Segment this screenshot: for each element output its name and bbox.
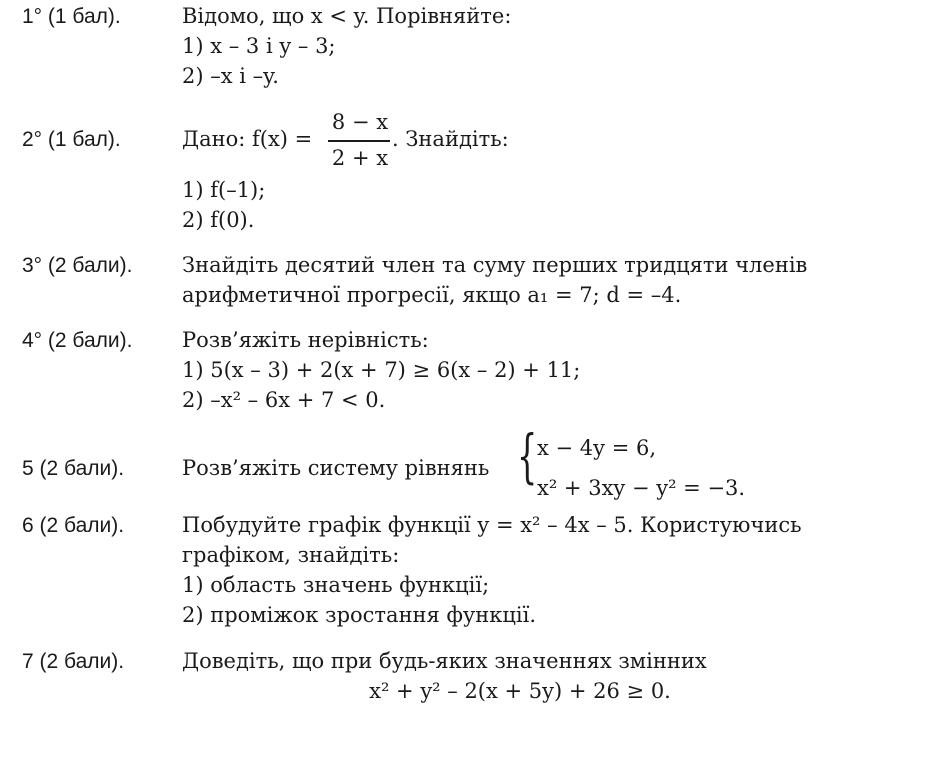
task-text: 2) –x і –y. (182, 64, 279, 88)
fraction-numerator: 8 − x (331, 110, 389, 134)
task-label: 4° (2 бали). (22, 329, 133, 352)
task-text: 2) –x² – 6x + 7 < 0. (182, 388, 386, 412)
fraction-denominator: 2 + x (331, 146, 389, 170)
task-text: арифметичної прогресії, якщо a₁ = 7; d = –4. (182, 283, 682, 307)
task-text: . Знайдіть: (392, 127, 509, 151)
task-text: Відомо, що x < y. Порівняйте: (182, 4, 512, 28)
task-text: 1) 5(x – 3) + 2(x + 7) ≥ 6(x – 2) + 11; (182, 358, 581, 382)
task-label: 5 (2 бали). (22, 457, 125, 480)
task-text: графіком, знайдіть: (182, 543, 400, 567)
task-text: 2) проміжок зростання функції. (182, 603, 537, 627)
task-text: 1) f(–1); (182, 178, 266, 202)
task-label: 7 (2 бали). (22, 650, 125, 673)
fraction-bar (328, 140, 390, 142)
task-formula: x² + y² – 2(x + 5y) + 26 ≥ 0. (369, 679, 671, 703)
task-text: Розв’яжіть систему рівнянь (182, 456, 490, 480)
system-equation: x − 4y = 6, (537, 436, 656, 460)
task-label: 2° (1 бал). (22, 128, 121, 151)
task-text: 1) x – 3 і y – 3; (182, 34, 336, 58)
system-equation: x² + 3xy − y² = −3. (537, 476, 746, 500)
task-text: 2) f(0). (182, 208, 255, 232)
task-label: 3° (2 бали). (22, 254, 133, 277)
system-brace: { (517, 422, 538, 490)
task-label: 1° (1 бал). (22, 5, 121, 28)
task-label: 6 (2 бали). (22, 514, 125, 537)
task-text: Знайдіть десятий член та суму перших тридцяти членів (182, 253, 808, 277)
task-text: Дано: f(x) = (182, 127, 313, 151)
task-text: Побудуйте графік функції y = x² – 4x – 5. Користуючись (182, 513, 802, 537)
task-text: Розв’яжіть нерівність: (182, 328, 429, 352)
task-text: 1) область значень функції; (182, 573, 490, 597)
task-text: Доведіть, що при будь-яких значеннях змінних (182, 649, 707, 673)
